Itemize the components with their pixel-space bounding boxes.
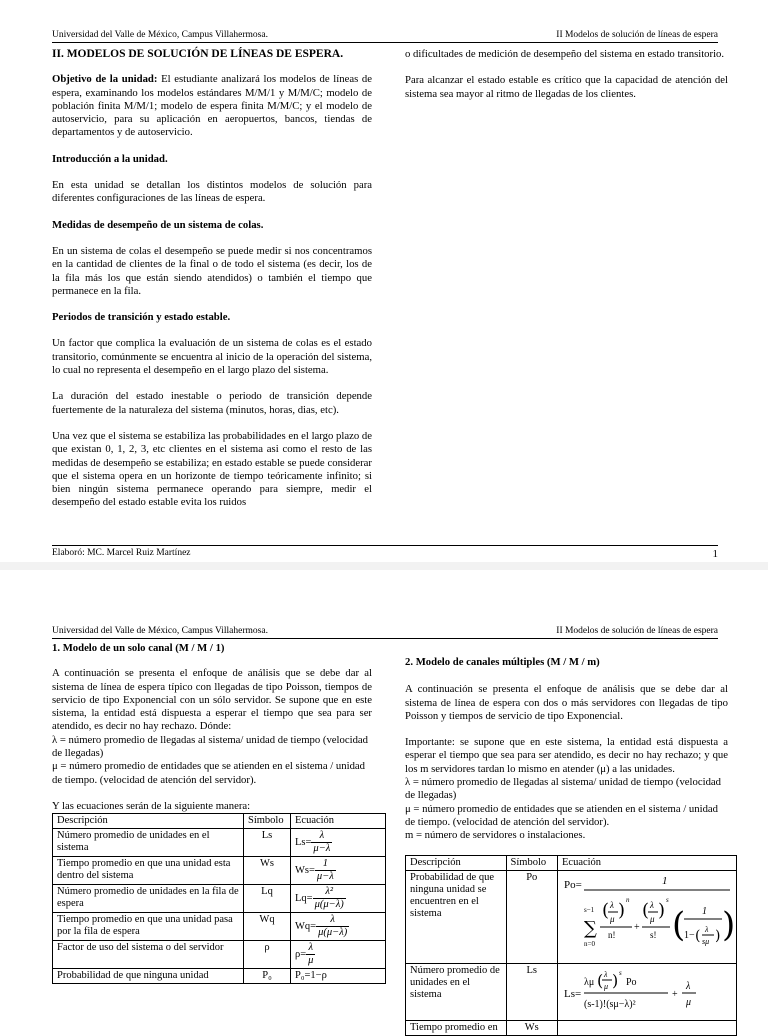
row-desc: Número promedio de unidades en el sistema: [53, 829, 244, 857]
page-number: 1: [712, 548, 718, 560]
svg-text:λ: λ: [705, 924, 709, 934]
eq-numerator: λ: [306, 942, 315, 955]
eq-fraction: [315, 858, 336, 883]
page1-right-column: [405, 48, 728, 114]
row-symbol: Wq: [244, 913, 291, 941]
mmm-servers-def: m = número de servidores o instalaciones.: [405, 829, 586, 842]
svg-text:Po: Po: [626, 976, 637, 988]
eq-fraction: [316, 914, 349, 939]
table-row: [53, 857, 386, 885]
col-simbolo: Símbolo: [506, 855, 557, 870]
row-equation: [291, 829, 386, 857]
svg-text:): ): [658, 899, 666, 921]
table-row: [53, 941, 386, 969]
header-unit-title: II Modelos de solución de líneas de espera: [556, 30, 718, 40]
mm1-mu-def: μ = número promedio de entidades que se atienden en el sistema / unidad de tiempo. (velocidad de atención del servidor).: [52, 760, 365, 786]
header-institution: Universidad del Valle de México, Campus Villahermosa.: [52, 626, 268, 636]
svg-text:sμ: sμ: [702, 936, 710, 946]
intro-paragraph: En esta unidad se detallan los distintos modelos de solución para diferentes configuraciones de las líneas de espera.: [52, 179, 372, 205]
row-symbol: Ls: [244, 829, 291, 857]
svg-text:(: (: [695, 927, 701, 944]
svg-text:1−: 1−: [684, 929, 695, 941]
svg-text:1: 1: [702, 905, 707, 917]
row-desc: Número promedio de unidades en la fila de espera: [53, 885, 244, 913]
table-row: [53, 829, 386, 857]
svg-text:): ): [618, 899, 626, 921]
svg-text:Po=: Po=: [564, 878, 582, 891]
svg-text:λ: λ: [686, 980, 691, 992]
eq-denominator: μ(μ−λ): [314, 899, 344, 911]
mmm-heading: 2. Modelo de canales múltiples (M / M / m): [405, 656, 600, 668]
mmm-intro: A continuación se presenta el enfoque de análisis que se debe dar al sistema de línea de espera con dos o más servidores con llegadas de tipo Poisson y tiempos de servicio de tipo Exponencial.: [405, 683, 728, 722]
table-row: [406, 870, 737, 963]
row-equation: [291, 857, 386, 885]
measures-heading: Medidas de desempeño de un sistema de colas.: [52, 218, 264, 231]
eq-lhs: Ls=: [295, 837, 312, 849]
svg-text:μ: μ: [604, 981, 609, 991]
right-paragraph-2: Para alcanzar el estado estable es crítico que la capacidad de atención del sistema sea mayor al ritmo de llegadas de los clientes.: [405, 74, 728, 100]
po-equation: [558, 870, 737, 963]
eq-numerator: λ: [311, 830, 332, 843]
header-rule: [52, 42, 718, 43]
header-institution: Universidad del Valle de México, Campus Villahermosa.: [52, 30, 268, 40]
svg-text:(s-1)!(sμ−λ)²: (s-1)!(sμ−λ)²: [584, 998, 636, 1010]
table-row: [53, 913, 386, 941]
page2-right-column: [405, 656, 736, 1036]
row-desc: Probabilidad de que ninguna unidad: [53, 969, 244, 984]
col-simbolo: Símbolo: [244, 814, 291, 829]
header-unit-title: II Modelos de solución de líneas de espera: [556, 626, 718, 636]
ls-equation: [558, 963, 737, 1020]
col-descripcion: Descripción: [406, 855, 507, 870]
eq-numerator: 1: [315, 858, 336, 871]
svg-text:s!: s!: [650, 929, 657, 940]
po-formula-graphic: [562, 872, 736, 958]
row-symbol: P₀: [244, 969, 291, 984]
eq-lhs: Ws=: [295, 865, 315, 877]
row-equation: P₀=1−ρ: [291, 969, 386, 984]
svg-text:∑: ∑: [584, 917, 597, 939]
page-header: [52, 626, 718, 638]
eq-numerator: λ²: [313, 886, 346, 899]
mm1-heading: 1. Modelo de un solo canal (M / M / 1): [52, 642, 225, 654]
row-symbol: Ws: [506, 1020, 557, 1035]
svg-text:μ: μ: [686, 996, 692, 1008]
right-paragraph-1: o dificultades de medición de desempeño del sistema en estado transitorio.: [405, 48, 725, 60]
row-equation: [291, 885, 386, 913]
svg-text:n!: n!: [608, 929, 616, 940]
svg-text:(: (: [602, 899, 610, 921]
svg-text:1: 1: [662, 874, 668, 887]
eq-fraction: [313, 886, 346, 911]
row-equation: [291, 941, 386, 969]
page1-left-column: [52, 48, 372, 523]
svg-text:λ: λ: [604, 969, 608, 979]
page2-left-column: [52, 642, 372, 984]
row-symbol: Ls: [506, 963, 557, 1020]
unit-title: II. MODELOS DE SOLUCIÓN DE LÍNEAS DE ESPERA.: [52, 48, 344, 60]
svg-text:λ: λ: [650, 899, 654, 910]
table-row: [406, 963, 737, 1020]
svg-text:): ): [715, 927, 721, 944]
row-desc: Tiempo promedio en que una unidad pasa por la fila de espera: [53, 913, 244, 941]
mm1-eq-intro: Y las ecuaciones serán de la siguiente manera:: [52, 799, 251, 812]
row-desc: Tiempo promedio en: [406, 1020, 507, 1035]
objective-label: Objetivo de la unidad:: [52, 73, 158, 86]
svg-text:(: (: [597, 970, 604, 990]
svg-text:(: (: [642, 899, 650, 921]
table-header-row: [53, 814, 386, 829]
periods-heading: Periodos de transición y estado estable.: [52, 311, 231, 324]
svg-text:s: s: [619, 968, 622, 977]
col-ecuacion: Ecuación: [558, 855, 737, 870]
row-desc: Tiempo promedio en que una unidad esta dentro del sistema: [53, 857, 244, 885]
col-ecuacion: Ecuación: [291, 814, 386, 829]
eq-denominator: μ(μ−λ): [318, 927, 348, 939]
svg-text:+: +: [634, 921, 640, 933]
svg-text:n=0: n=0: [584, 939, 595, 948]
row-desc: Probabilidad de que ninguna unidad se encuentren en el sistema: [406, 870, 507, 963]
svg-text:): ): [612, 970, 619, 990]
mmm-mu-def: μ = número promedio de entidades que se atienden en el sistema / unidad de tiempo. (velocidad de atención del servidor).: [405, 802, 718, 828]
objective-paragraph: [52, 73, 372, 139]
intro-heading: Introducción a la unidad.: [52, 152, 168, 165]
eq-fraction: [306, 942, 315, 967]
measures-paragraph: En un sistema de colas el desempeño se puede medir si nos concentramos en la cantidad de clientes de la final o de todo el sistema (es decir, los de la fila más los que están siendo atendidos) o también el tiempo que permanece en la fila.: [52, 244, 372, 297]
mm1-table: [52, 813, 386, 984]
eq-lhs: Lq=: [295, 893, 313, 905]
svg-text:Ls=: Ls=: [564, 987, 582, 1000]
eq-lhs: Wq=: [295, 921, 317, 933]
table-header-row: [406, 855, 737, 870]
mm1-lambda-def: λ = número promedio de llegadas al sistema/ unidad de tiempo (velocidad de llegadas): [52, 733, 369, 760]
svg-text:s: s: [666, 895, 669, 904]
svg-text:(: (: [672, 904, 686, 945]
header-rule: [52, 638, 718, 639]
footer-author: Elaboró: MC. Marcel Ruiz Martínez: [52, 548, 191, 558]
table-row: [53, 885, 386, 913]
svg-text:): ): [722, 904, 736, 945]
eq-denominator: μ: [308, 955, 314, 967]
svg-text:λμ: λμ: [584, 976, 595, 988]
ws-equation: [558, 1020, 737, 1035]
row-symbol: ρ: [244, 941, 291, 969]
row-symbol: Ws: [244, 857, 291, 885]
svg-text:μ: μ: [650, 913, 655, 924]
svg-text:μ: μ: [610, 913, 615, 924]
svg-text:s−1: s−1: [584, 905, 595, 914]
eq-fraction: [311, 830, 332, 855]
periods-paragraph-1: Un factor que complica la evaluación de un sistema de colas es el estado transitorio, comúnmente se encuentra al inicio de la operación del sistema, lo cual no representa el desempeño en el largo plazo del sistema.: [52, 337, 372, 377]
col-descripcion: Descripción: [53, 814, 244, 829]
row-desc: Factor de uso del sistema o del servidor: [53, 941, 244, 969]
eq-denominator: μ−λ: [316, 871, 334, 883]
objective-text: El estudiante analizará los modelos de líneas de espera, examinando los modelos estándares M/M/1 y M/M/C; modelo de población finita M/M/1; modelo de espera finita M/M/C; y el modelo de autoservicio, para su aplicación en aeropuertos, bancos, tiendas de departamentos y de autoservicio.: [52, 73, 372, 139]
svg-text:+: +: [672, 988, 678, 1000]
svg-text:n: n: [626, 895, 630, 904]
mmm-table: [405, 855, 737, 1036]
eq-denominator: μ−λ: [313, 843, 331, 855]
periods-paragraph-2: La duración del estado inestable o periodo de transición depende fuertemente de la naturaleza del sistema (minutos, horas, dias, etc).: [52, 390, 372, 416]
eq-lhs: ρ=: [295, 949, 307, 961]
row-equation: [291, 913, 386, 941]
mmm-lambda-def: λ = número promedio de llegadas al sistema/ unidad de tiempo (velocidad de llegadas): [405, 776, 722, 802]
page-header: [52, 30, 718, 42]
mmm-important: Importante: se supone que en este sistema, la entidad está dispuesta a esperar el tiempo que sea para ser atendido, es decir no hay rechazo; y que los m servidores tardan lo mismo en atender (μ) a las unidades.: [405, 736, 728, 775]
page-footer: [52, 548, 718, 558]
row-desc: Número promedio de unidades en el sistema: [406, 963, 507, 1020]
periods-paragraph-3: Una vez que el sistema se estabiliza las probabilidades en el largo plazo de que existan 0, 1, 2, 3, etc clientes en el sistema asi como el resto de las medidas de desempeño se estabiliza; en estado estable se puede considerar que el sistema opera en un horizonte de tiempo teóricamente infinito; si bien ningún sistema permanece operando para siempre, medir el desempeño del estado estable evita los ruidos: [52, 429, 372, 509]
ls-formula-graphic: [562, 965, 712, 1015]
table-row: [53, 969, 386, 984]
footer-rule: [52, 545, 718, 546]
svg-text:λ: λ: [610, 899, 614, 910]
table-row: [406, 1020, 737, 1035]
document-page-2: [0, 570, 768, 1033]
eq-numerator: λ: [316, 914, 349, 927]
row-symbol: Lq: [244, 885, 291, 913]
mm1-intro: A continuación se presenta el enfoque de análisis que se debe dar al sistema de línea de espera típico con llegadas de tipo Poisson, tiempos de servicio de tipo Exponencial con un sólo servidor. Se supone que en este sistema, la entidad está dispuesta a esperar el tiempo que sea para ser atendido, es decir no hay rechazo. Dónde:: [52, 667, 372, 733]
row-symbol: Po: [506, 870, 557, 963]
